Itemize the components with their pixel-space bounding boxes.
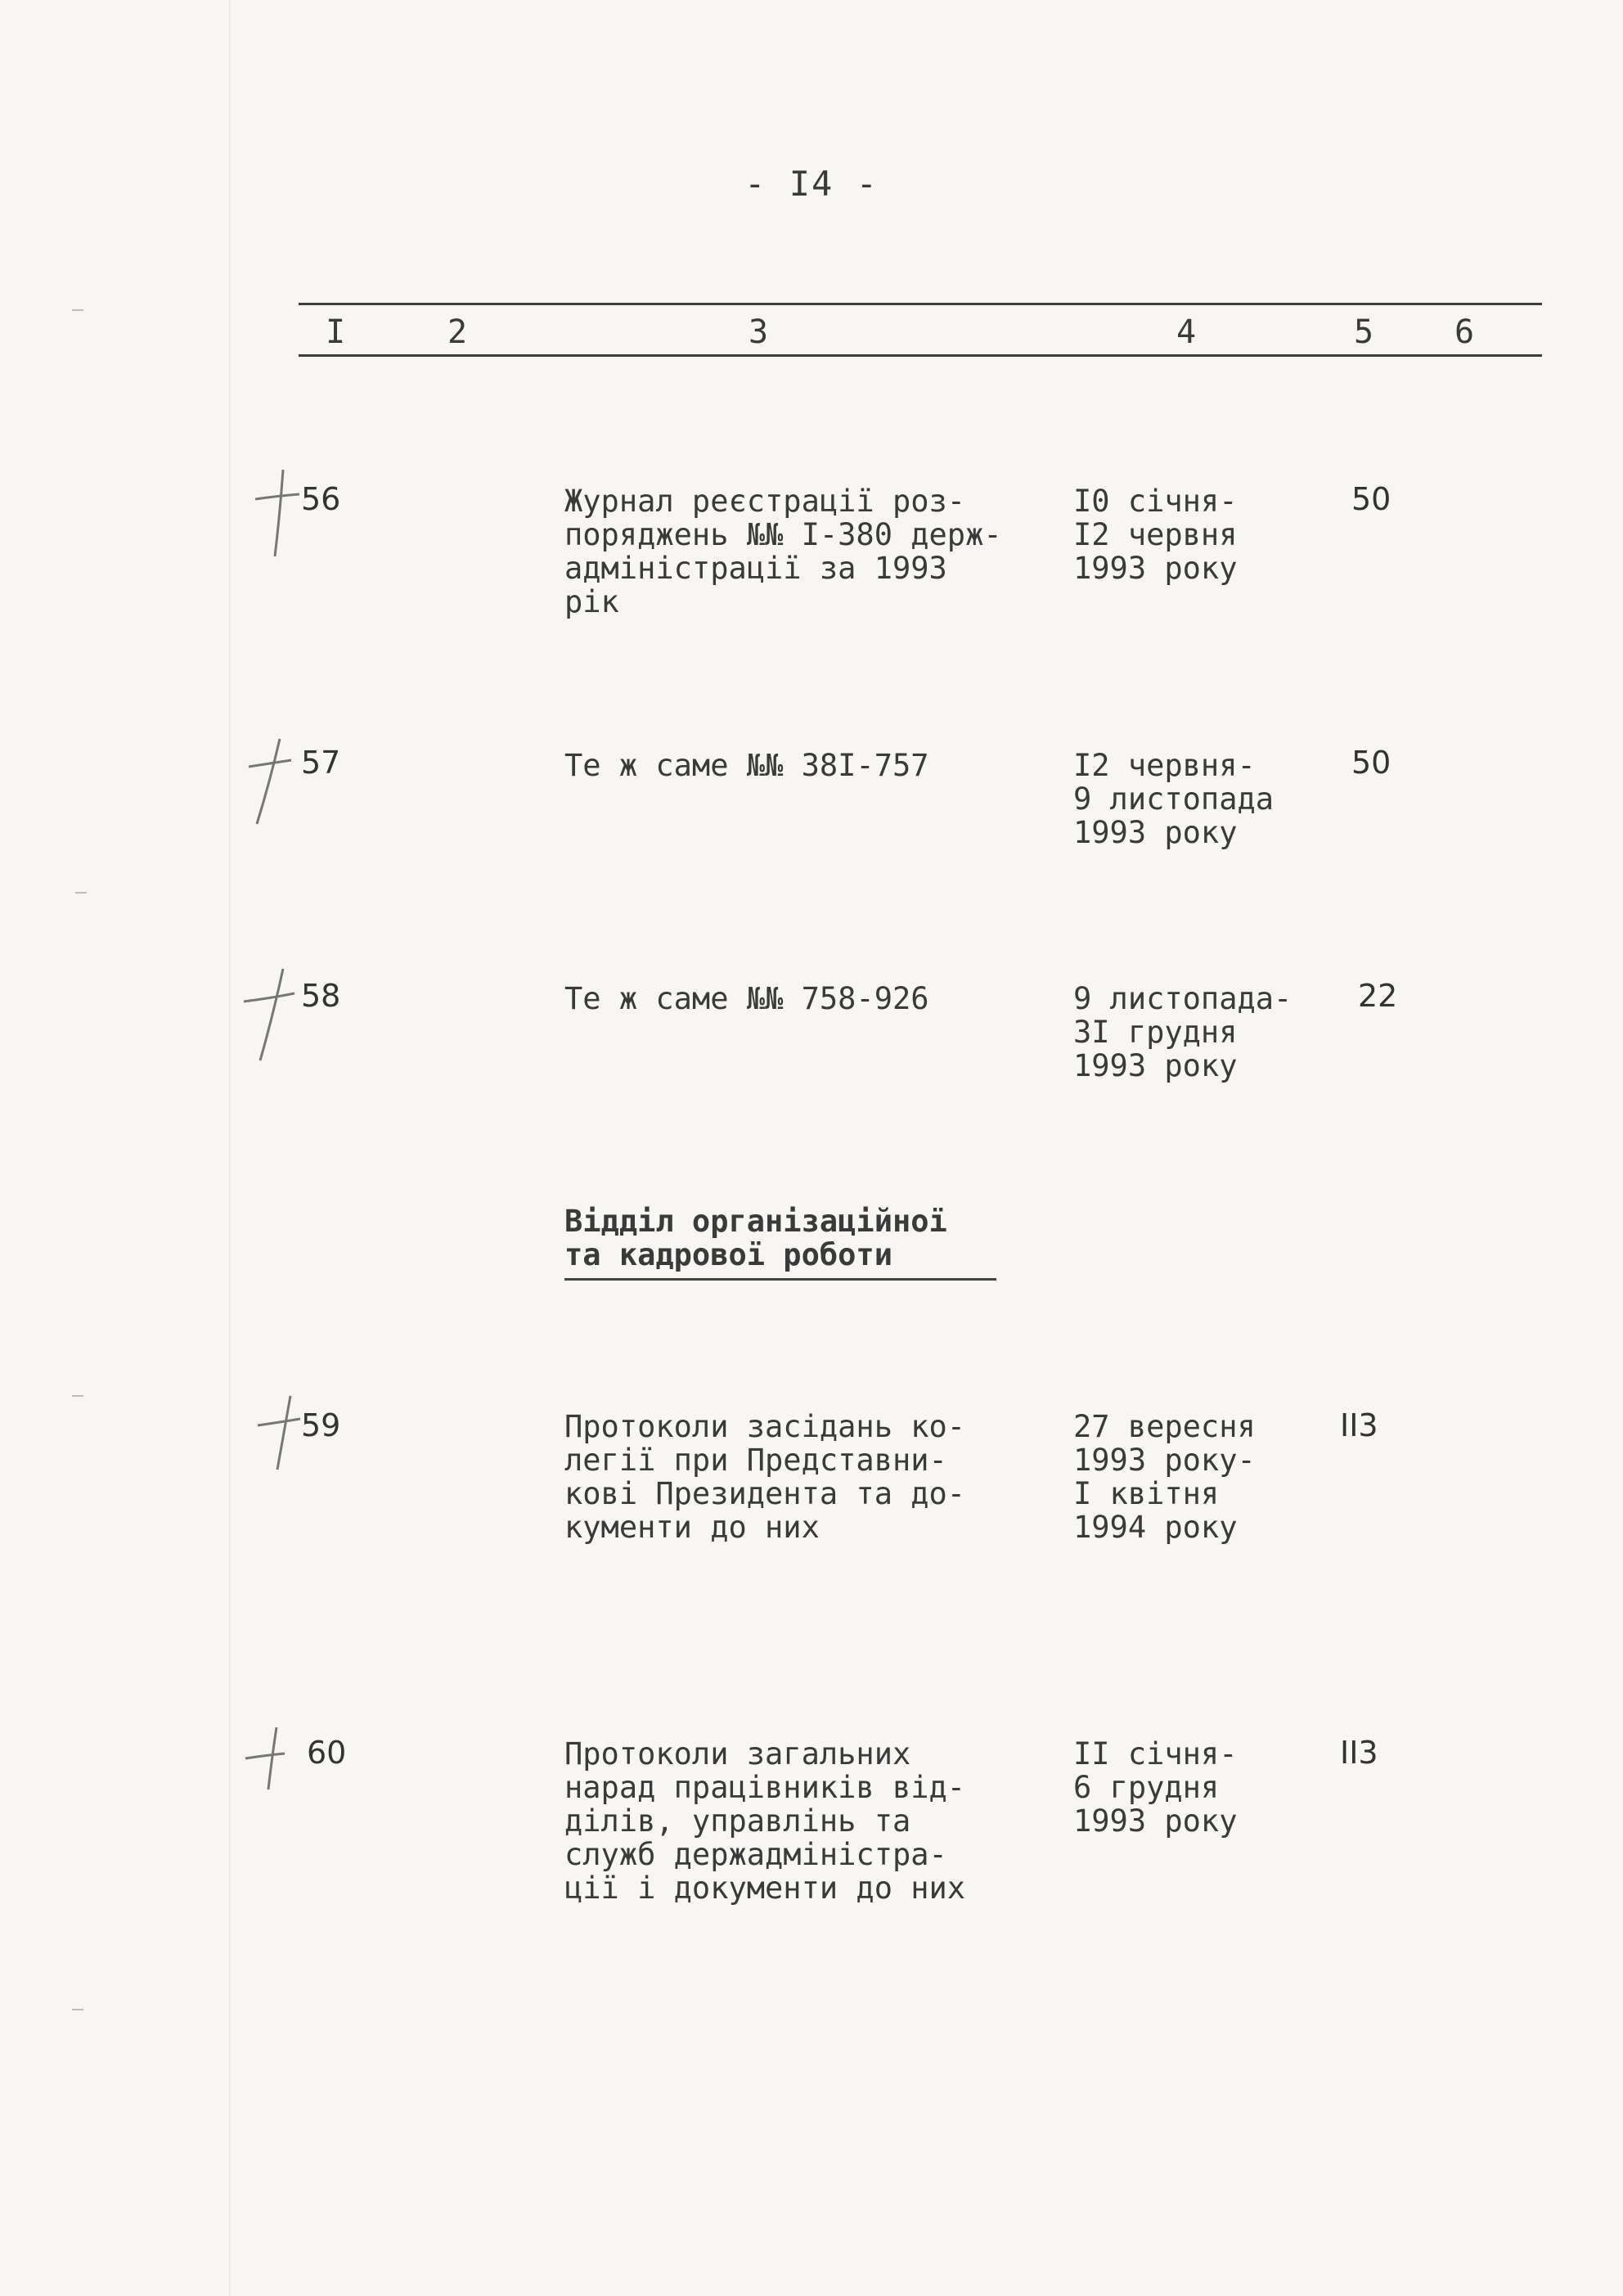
item-title: Те ж саме №№ 38I-757 — [564, 748, 929, 783]
column-header-6: 6 — [1454, 313, 1475, 351]
item-sheet-count: 50 — [1351, 745, 1391, 781]
item-number: 57 — [301, 745, 341, 781]
table-header-bottom-rule — [299, 354, 1542, 357]
item-sheet-count: 50 — [1351, 481, 1391, 517]
column-header-4: 4 — [1176, 313, 1197, 351]
handwritten-check-mark — [237, 966, 303, 1064]
margin-tick — [72, 309, 83, 311]
item-dates: 27 вересня 1993 року- I квітня 1994 року — [1073, 1409, 1256, 1545]
item-sheet-count: II3 — [1340, 1407, 1378, 1443]
item-dates: 9 листопада- 3I грудня 1993 року — [1073, 981, 1293, 1083]
column-header-1: I — [326, 313, 346, 351]
margin-tick — [72, 2009, 83, 2010]
item-dates: I0 січня- I2 червня 1993 року — [1073, 484, 1238, 586]
section-heading: Відділ організаційної та кадрової роботи — [564, 1204, 947, 1272]
column-header-3: 3 — [749, 313, 769, 351]
page-number: - I4 - — [744, 164, 879, 204]
item-title: Те ж саме №№ 758-926 — [564, 981, 929, 1016]
item-title: Журнал реєстрації роз- поряджень №№ I-380 держ- адміністрації за 1993 рік — [564, 484, 1002, 619]
margin-tick — [75, 892, 87, 894]
item-number: 56 — [301, 481, 341, 517]
item-dates: I2 червня- 9 листопада 1993 року — [1073, 748, 1275, 850]
handwritten-check-mark — [237, 1722, 303, 1821]
item-number: 59 — [301, 1407, 341, 1443]
item-title: Протоколи засідань ко- легії при Представни- кові Президента та до- кументи до них — [564, 1409, 966, 1545]
table-header-top-rule — [299, 303, 1542, 305]
item-dates: II січня- 6 грудня 1993 року — [1073, 1736, 1238, 1839]
handwritten-check-mark — [237, 732, 303, 831]
column-header-2: 2 — [447, 313, 468, 351]
item-number: 60 — [307, 1735, 347, 1771]
binding-edge — [229, 0, 231, 2296]
item-sheet-count: II3 — [1340, 1735, 1378, 1771]
section-heading-underline — [564, 1278, 996, 1281]
margin-tick — [72, 1395, 83, 1397]
item-title: Протоколи загальних нарад працівників від- ділів, управлінь та служб держадміністра- ції і документи до них — [564, 1736, 966, 1906]
item-sheet-count: 22 — [1358, 978, 1398, 1014]
column-header-5: 5 — [1354, 313, 1374, 351]
item-number: 58 — [301, 978, 341, 1014]
